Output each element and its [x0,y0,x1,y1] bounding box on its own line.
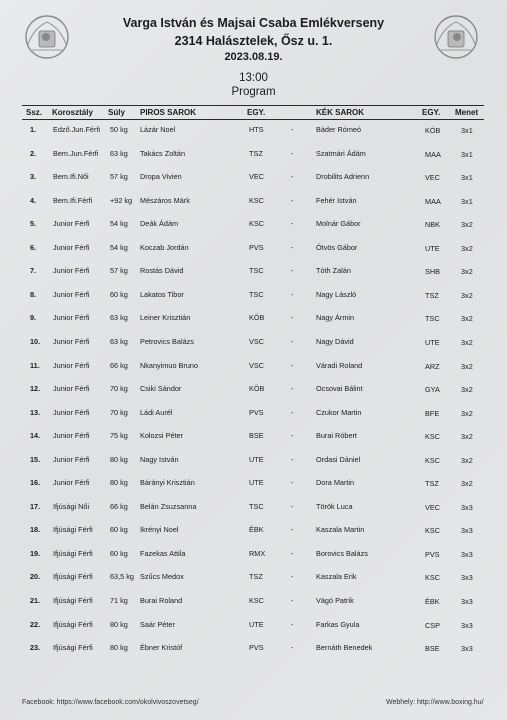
col-header-korosztaly: Korosztály [52,108,93,117]
red-corner-club: BSE [249,431,264,441]
blue-corner-boxer: Ötvös Gábor [316,242,358,252]
rounds: 3x2 [461,432,473,442]
red-corner-boxer: Csiki Sándor [140,384,182,394]
bout-number: 6. [30,242,37,252]
weight-class: +92 kg [110,195,133,205]
age-group: Ifjúsági Férfi [53,619,93,629]
bout-number: 23. [30,643,41,653]
age-group: Junior Férfi [53,336,90,346]
blue-corner-club: VEC [425,173,441,183]
weight-class: 66 kg [110,501,128,511]
bout-number: 16. [30,478,41,488]
blue-corner-boxer: Czukor Martin [316,407,362,417]
age-group: Junior Férfi [53,242,90,252]
age-group: Junior Férfi [53,289,90,299]
versus-dash: - [291,125,294,134]
bout-number: 12. [30,384,41,394]
bout-number: 4. [30,195,37,205]
blue-corner-boxer: Burai Róbert [316,431,357,441]
red-corner-club: TSZ [249,572,263,582]
red-corner-club: KÖB [249,384,265,394]
rounds: 3x3 [461,526,473,536]
blue-corner-boxer: Kaszala Erik [316,572,357,582]
weight-class: 71 kg [110,596,128,605]
red-corner-club: KSC [249,195,265,205]
blue-corner-club: KSC [425,432,441,442]
age-group: Junior Férfi [53,407,90,417]
bout-number: 22. [30,619,41,629]
rounds: 3x3 [461,644,473,654]
red-corner-club: TSZ [249,148,263,158]
weight-class: 50 kg [110,125,128,134]
versus-dash: - [291,548,294,558]
blue-corner-boxer: Ordasi Dániel [316,454,361,464]
blue-corner-club: MAA [425,196,441,206]
red-corner-club: TSC [249,501,264,511]
rounds: 3x1 [461,126,473,135]
bout-number: 15. [30,454,41,464]
age-group: Junior Férfi [53,219,90,229]
blue-corner-club: TSZ [425,290,439,300]
weight-class: 60 kg [110,548,128,558]
age-group: Junior Férfi [53,478,90,488]
col-header-ssz: Ssz. [26,108,43,117]
weight-class: 80 kg [110,619,128,629]
rounds: 3x3 [461,502,473,512]
age-group: Ifjúsági Férfi [53,596,93,605]
blue-corner-club: ÉBK [425,597,440,606]
red-corner-boxer: Dropa Vivien [140,172,182,182]
blue-corner-club: KSC [425,526,441,536]
red-corner-club: ÉBK [249,525,264,535]
blue-corner-club: NBK [425,220,441,230]
red-corner-boxer: Ikrényi Noel [140,525,179,535]
red-corner-boxer: Takács Zoltán [140,148,186,158]
blue-corner-club: MAA [425,149,441,159]
facebook-link[interactable]: Facebook: https://www.facebook.com/okolvivoszovetseg/ [22,699,199,706]
age-group: Ifjúsági Férfi [53,572,93,582]
red-corner-club: TSC [249,266,264,276]
blue-corner-boxer: Nagy Dávid [316,336,354,346]
blue-corner-club: BSE [425,644,440,654]
weight-class: 60 kg [110,289,128,299]
blue-corner-boxer: Szatmári Ádám [316,148,366,158]
blue-corner-club: CSP [425,620,441,630]
red-corner-boxer: Lakatos Tibor [140,289,184,299]
age-group: Ifjúsági Férfi [53,643,93,653]
red-corner-club: VSC [249,336,265,346]
bout-number: 7. [30,266,37,276]
blue-corner-boxer: Dora Martin [316,478,355,488]
versus-dash: - [291,407,294,417]
event-address: 2314 Halásztelek, Ősz u. 1. [174,34,333,48]
red-corner-boxer: Kolozsi Péter [140,431,183,441]
bout-number: 1. [30,125,37,134]
weight-class: 57 kg [110,266,128,276]
versus-dash: - [291,360,294,370]
rounds: 3x2 [461,361,473,371]
red-corner-club: RMX [249,548,266,558]
blue-corner-boxer: Báder Rómeó [316,125,362,134]
rounds: 3x2 [461,455,473,465]
rounds: 3x2 [461,267,473,277]
blue-corner-boxer: Török Luca [316,501,353,511]
rounds: 3x2 [461,243,473,253]
red-corner-boxer: Nkanyimuo Bruno [140,360,198,370]
versus-dash: - [291,313,294,323]
weight-class: 66 kg [110,360,128,370]
red-corner-boxer: Fazekas Attila [140,548,186,558]
blue-corner-club: GYA [425,385,440,395]
versus-dash: - [291,525,294,535]
col-header-piros-sarok: PIROS SAROK [140,108,197,117]
age-group: Junior Férfi [53,360,90,370]
bout-number: 17. [30,501,41,511]
red-corner-club: UTE [249,454,264,464]
start-time: 13:00 [239,72,268,84]
blue-corner-club: BFE [425,408,440,418]
versus-dash: - [291,643,294,653]
rounds: 3x2 [461,314,473,324]
blue-corner-boxer: Bernáth Benedek [316,643,373,653]
versus-dash: - [291,172,294,182]
rounds: 3x3 [461,620,473,630]
red-corner-club: KSC [249,219,265,229]
bout-number: 5. [30,219,37,229]
versus-dash: - [291,289,294,299]
blue-corner-boxer: Tóth Zalán [316,266,351,276]
age-group: Junior Férfi [53,431,90,441]
versus-dash: - [291,431,294,441]
red-corner-boxer: Ébner Kristóf [140,643,183,653]
weight-class: 54 kg [110,219,128,229]
red-corner-club: PVS [249,407,264,417]
rounds: 3x2 [461,220,473,230]
blue-corner-club: SHB [425,267,441,277]
red-corner-boxer: Saár Péter [140,619,175,629]
weight-class: 80 kg [110,643,128,653]
red-corner-boxer: Bárányi Krisztián [140,478,195,488]
rounds: 3x3 [461,573,473,583]
red-corner-club: UTE [249,619,264,629]
col-header-kek-sarok: KÉK SAROK [316,108,365,117]
rounds: 3x2 [461,385,473,395]
versus-dash: - [291,266,294,276]
rounds: 3x1 [461,149,473,159]
age-group: Junior Férfi [53,384,90,394]
red-corner-club: TSC [249,289,264,299]
blue-corner-club: VEC [425,502,441,512]
bout-number: 21. [30,596,41,605]
age-group: Bem.Ifi.Női [53,172,89,182]
blue-corner-boxer: Váradi Roland [316,360,363,370]
weight-class: 70 kg [110,384,128,394]
red-corner-boxer: Belán Zsuzsanna [140,501,197,511]
blue-corner-boxer: Drobilits Adrienn [316,172,370,182]
bout-number: 18. [30,525,41,535]
age-group: Ifjúsági Férfi [53,548,93,558]
bout-number: 2. [30,148,37,158]
blue-corner-club: KÖB [425,126,441,135]
weight-class: 80 kg [110,478,128,488]
table-top-rule [22,105,484,106]
blue-corner-boxer: Ocsovai Bálint [316,384,363,394]
red-corner-boxer: Lázár Noel [140,125,176,134]
versus-dash: - [291,195,294,205]
versus-dash: - [291,619,294,629]
blue-corner-boxer: Nagy Ármin [316,313,355,323]
versus-dash: - [291,501,294,511]
blue-corner-club: KSC [425,573,441,583]
bout-number: 3. [30,172,37,182]
rounds: 3x3 [461,597,473,606]
weight-class: 80 kg [110,454,128,464]
red-corner-boxer: Nagy István [140,454,179,464]
bout-number: 11. [30,360,40,370]
weight-class: 57 kg [110,172,128,182]
bout-number: 10. [30,336,41,346]
red-corner-club: PVS [249,242,264,252]
blue-corner-club: UTE [425,337,440,347]
red-corner-club: KSC [249,596,265,605]
event-title: Varga István és Majsai Csaba Emlékverseny [122,16,385,30]
red-corner-boxer: Ládi Aurél [140,407,173,417]
blue-corner-club: PVS [425,549,440,559]
red-corner-club: HTS [249,125,264,134]
red-corner-club: VSC [249,360,265,370]
col-header-egy-blue: EGY. [422,108,441,117]
weight-class: 63 kg [110,336,128,346]
bout-number: 20. [30,572,41,582]
red-corner-club: UTE [249,478,264,488]
red-corner-boxer: Koczab Jordán [140,242,189,252]
blue-corner-club: TSZ [425,479,439,489]
versus-dash: - [291,219,294,229]
rounds: 3x1 [461,196,473,206]
event-date: 2023.08.19. [224,51,283,63]
blue-corner-club: KSC [425,455,441,465]
age-group: Junior Férfi [53,266,90,276]
table-header-rule [22,119,484,120]
age-group: Bem.Ifi.Férfi [53,195,93,205]
blue-corner-club: ARZ [425,361,440,371]
blue-corner-boxer: Borovics Balázs [316,548,368,558]
versus-dash: - [291,384,294,394]
versus-dash: - [291,478,294,488]
bout-number: 14. [30,431,41,441]
rounds: 3x2 [461,408,473,418]
blue-corner-boxer: Kaszala Martin [316,525,365,535]
bout-number: 8. [30,289,37,299]
weight-class: 70 kg [110,407,128,417]
blue-corner-boxer: Nagy László [316,289,357,299]
weight-class: 75 kg [110,431,128,441]
col-header-suly: Súly [108,108,125,117]
versus-dash: - [291,596,294,605]
rounds: 3x2 [461,479,473,489]
versus-dash: - [291,454,294,464]
red-corner-boxer: Burai Roland [140,596,183,605]
age-group: Bem.Jun.Férfi [53,148,99,158]
bout-number: 13. [30,407,41,417]
red-corner-boxer: Mészáros Márk [140,195,190,205]
rounds: 3x1 [461,173,473,183]
bout-number: 19. [30,548,41,558]
age-group: Edző.Jun.Férfi [53,125,101,134]
weight-class: 60 kg [110,525,128,535]
versus-dash: - [291,242,294,252]
weight-class: 63 kg [110,313,128,323]
website-link[interactable]: Webhely: http://www.boxing.hu/ [386,699,484,706]
rounds: 3x2 [461,290,473,300]
versus-dash: - [291,336,294,346]
red-corner-boxer: Szűcs Medox [140,572,184,582]
blue-corner-club: TSC [425,314,440,324]
versus-dash: - [291,572,294,582]
red-corner-boxer: Petrovics Balázs [140,336,194,346]
red-corner-boxer: Leiner Krisztián [140,313,191,323]
red-corner-boxer: Deák Ádám [140,219,179,229]
age-group: Ifjúsági Férfi [53,525,93,535]
versus-dash: - [291,148,294,158]
red-corner-club: KÖB [249,313,265,323]
program-heading: Program [231,86,276,98]
bout-number: 9. [30,313,37,323]
rounds: 3x3 [461,549,473,559]
weight-class: 63,5 kg [110,572,134,582]
red-corner-club: VEC [249,172,265,182]
age-group: Junior Férfi [53,313,90,323]
weight-class: 54 kg [110,242,128,252]
blue-corner-boxer: Fehér István [316,195,357,205]
rounds: 3x2 [461,337,473,347]
blue-corner-boxer: Vágó Patrik [316,596,354,605]
col-header-menet: Menet [455,108,479,117]
blue-corner-boxer: Farkas Gyula [316,619,360,629]
age-group: Junior Férfi [53,454,90,464]
col-header-egy-red: EGY. [247,108,266,117]
red-corner-club: PVS [249,643,264,653]
weight-class: 63 kg [110,148,128,158]
blue-corner-club: UTE [425,243,440,253]
red-corner-boxer: Rostás Dávid [140,266,184,276]
age-group: Ifjúsági Női [53,501,90,511]
blue-corner-boxer: Molnár Gábor [316,219,361,229]
